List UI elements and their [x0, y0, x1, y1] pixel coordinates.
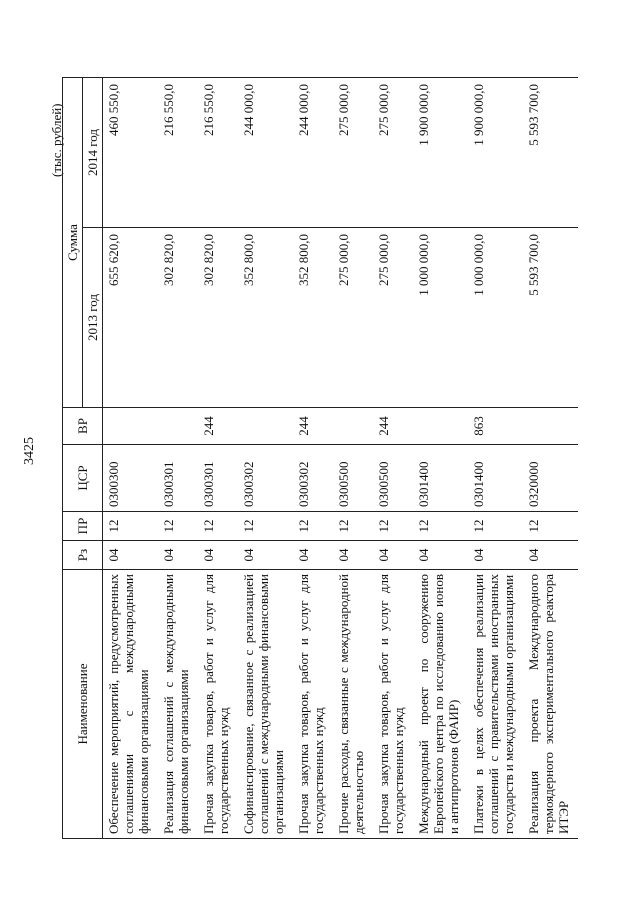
row-pr: 12	[238, 512, 293, 541]
row-pr: 12	[198, 512, 238, 541]
row-vr: 244	[198, 408, 238, 445]
row-name: Прочие расходы, связанные с международной деятельностью	[333, 570, 373, 839]
table-row	[523, 78, 578, 839]
row-vr: 244	[373, 408, 413, 445]
row-vr	[413, 408, 468, 445]
budget-table	[62, 77, 578, 839]
row-name: Прочая закупка товаров, работ и услуг для государственных нужд	[373, 570, 413, 839]
header-csr: ЦСР	[63, 445, 103, 512]
row-amount-2013: 352 800,0	[238, 228, 293, 408]
row-csr: 0300300	[103, 445, 159, 512]
units-note: (тыс. рублей)	[49, 103, 64, 177]
row-name: Реализация проекта Международного термоядерного экспериментального реактора ИТЭР	[523, 570, 578, 839]
table-row	[373, 78, 413, 839]
row-rz: 04	[523, 541, 578, 570]
table-row	[238, 78, 293, 839]
row-csr: 0301400	[468, 445, 523, 512]
table-row	[158, 78, 198, 839]
row-amount-2013: 655 620,0	[103, 228, 159, 408]
table-header	[63, 78, 103, 839]
row-csr: 0300301	[158, 445, 198, 512]
row-amount-2014: 5 593 700,0	[523, 78, 578, 228]
row-rz: 04	[333, 541, 373, 570]
table-row	[198, 78, 238, 839]
row-vr	[103, 408, 159, 445]
row-rz: 04	[198, 541, 238, 570]
row-rz: 04	[158, 541, 198, 570]
row-name: Прочая закупка товаров, работ и услуг для государственных нужд	[198, 570, 238, 839]
row-rz: 04	[103, 541, 159, 570]
table-row	[413, 78, 468, 839]
row-pr: 12	[523, 512, 578, 541]
row-pr: 12	[413, 512, 468, 541]
header-vr: ВР	[63, 408, 103, 445]
row-csr: 0300301	[198, 445, 238, 512]
row-amount-2013: 302 820,0	[198, 228, 238, 408]
row-csr: 0300500	[333, 445, 373, 512]
header-pr: ПР	[63, 512, 103, 541]
row-amount-2014: 460 550,0	[103, 78, 159, 228]
row-rz: 04	[468, 541, 523, 570]
row-name: Софинансирование, связанное с реализацией соглашений с международными финансовыми организациями	[238, 570, 293, 839]
row-vr: 863	[468, 408, 523, 445]
row-amount-2013: 1 000 000,0	[413, 228, 468, 408]
row-vr	[238, 408, 293, 445]
header-2013: 2013 год	[83, 228, 103, 408]
page-number: 3425	[22, 437, 37, 465]
row-amount-2014: 216 550,0	[198, 78, 238, 228]
table-row	[333, 78, 373, 839]
row-vr: 244	[293, 408, 333, 445]
row-rz: 04	[238, 541, 293, 570]
header-2014: 2014 год	[83, 78, 103, 228]
row-amount-2013: 275 000,0	[333, 228, 373, 408]
row-name: Обеспечение мероприятий, предусмотренных соглашениями с международными финансовыми организациями	[103, 570, 159, 839]
row-amount-2014: 244 000,0	[293, 78, 333, 228]
row-csr: 0300302	[238, 445, 293, 512]
row-rz: 04	[373, 541, 413, 570]
row-amount-2013: 275 000,0	[373, 228, 413, 408]
table-body	[103, 78, 579, 839]
row-pr: 12	[333, 512, 373, 541]
row-pr: 12	[373, 512, 413, 541]
header-name: Наименование	[63, 570, 103, 839]
row-vr	[333, 408, 373, 445]
row-pr: 12	[293, 512, 333, 541]
row-csr: 0300302	[293, 445, 333, 512]
header-sum: Сумма	[63, 78, 83, 408]
row-pr: 12	[158, 512, 198, 541]
row-name: Прочая закупка товаров, работ и услуг для государственных нужд	[293, 570, 333, 839]
row-csr: 0300500	[373, 445, 413, 512]
table-row	[468, 78, 523, 839]
row-amount-2013: 5 593 700,0	[523, 228, 578, 408]
row-amount-2013: 1 000 000,0	[468, 228, 523, 408]
row-amount-2013: 352 800,0	[293, 228, 333, 408]
row-csr: 0320000	[523, 445, 578, 512]
header-rz: Рз	[63, 541, 103, 570]
row-pr: 12	[103, 512, 159, 541]
row-amount-2014: 275 000,0	[373, 78, 413, 228]
row-amount-2014: 1 900 000,0	[468, 78, 523, 228]
row-rz: 04	[293, 541, 333, 570]
row-amount-2013: 302 820,0	[158, 228, 198, 408]
row-amount-2014: 216 550,0	[158, 78, 198, 228]
row-csr: 0301400	[413, 445, 468, 512]
table-row	[103, 78, 159, 839]
row-name: Международный проект по сооружению Европейского центра по исследованию ионов и антипротонов (ФАИР)	[413, 570, 468, 839]
row-vr	[523, 408, 578, 445]
row-name: Платежи в целях обеспечения реализации соглашений с правительствами иностранных государств и международными организациями	[468, 570, 523, 839]
row-vr	[158, 408, 198, 445]
row-amount-2014: 1 900 000,0	[413, 78, 468, 228]
row-amount-2014: 275 000,0	[333, 78, 373, 228]
row-amount-2014: 244 000,0	[238, 78, 293, 228]
table-row	[293, 78, 333, 839]
row-rz: 04	[413, 541, 468, 570]
row-pr: 12	[468, 512, 523, 541]
row-name: Реализация соглашений с международными финансовыми организациями	[158, 570, 198, 839]
